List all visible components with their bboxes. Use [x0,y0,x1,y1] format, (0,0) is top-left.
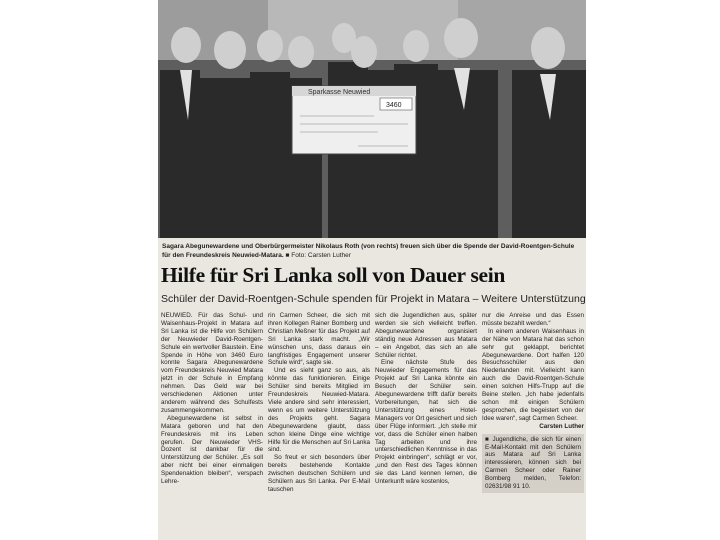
article-body [161,312,584,540]
newspaper-clipping [158,0,586,540]
check-bank-label: Sparkasse Neuwied [308,89,371,96]
caption-text: Sagara Abegunewardene und Oberbürgermeister Nikolaus Roth (von rechts) freuen sich über die Spende der David-Roentgen-Schule für den Freundeskreis Neuwied-Matara. [162,243,575,259]
photo-credit: ■ Foto: Carsten Luther [285,251,351,259]
paragraph: Abegunewardene ist selbst in Matara geboren und hat den Freundeskreis mit ins Leben gerufen. Der Neuwieder VHS-Dozent ist dankbar für die Unterstützung der Schüler. „Es soll aber nicht bei einer einmaligen Spendenaktion bleiben“, verspach Lehre- [161,414,263,486]
photo-caption [162,243,582,260]
article-column-1 [161,312,263,540]
paragraph: So freut er sich besonders über bereits bestehende Kontakte zwischen deutschen Schülern und Schülern aus Sri Lanka. Per E-Mail tauschen [268,454,370,493]
paragraph: nur die Anreise und das Essen müsste bezahlt werden.“ [482,312,584,327]
info-box [482,434,584,493]
group-photo [158,0,586,238]
article-column-3 [375,312,477,540]
author-signature: Carsten Luther [539,422,584,430]
paragraph: sich die Jugendlichen aus, später werden sie sich vielleicht treffen. Abegunewardene organisiert ständig neue Adressen aus Matara – ein Angebot, das sich an alle Schüler richtet. [375,312,477,359]
article-headline: Hilfe für Sri Lanka soll von Dauer sein [161,263,506,287]
paragraph: Und es sieht ganz so aus, als könnte das funktionieren. Einige Schüler sind bereits Mitglied im Freundeskreis Neuwied-Matara. Viele andere sind sehr interessiert, wenn es um weitere Unterstützung des Projekts geht. Sagara Abegunewardene glaubt, dass schon kleine Dinge eine wichtige Hilfe für die Menschen auf Sri Lanka sind. [268,367,370,454]
paragraph: Eine nächste Stufe des Neuwieder Engagements für das Projekt auf Sri Lanka könnte ein Besuch der Schüler sein. Abegunewardene trifft dafür bereits Vorbereitungen, hat sich die Unterstützung eines Hotel-Managers vor Ort gesichert und sich über Flüge informiert. „Ich stelle mir vor, dass die Schüler einen halben Tag arbeiten und ihre unterschiedlichen Kenntnisse in das Projekt einbringen“, schlägt er vor, „und den Rest des Tages können sie das Land kennen lernen, die Unterkunft wäre kostenlos, [375,359,477,486]
info-box-text: Jugendliche, die sich für einen E-Mail-Kontakt mit den Schülern aus Matara auf Sri Lanka interessieren, können sich bei Carmen Scheer oder Rainer Bomberg melden, Telefon: 02631/98 91 10. [485,435,581,491]
paragraph: NEUWIED. Für das Schul- und Waisenhaus-Projekt in Matara auf Sri Lanka ist die Hilfe von Schülern der Neuwieder David-Roentgen-Schule ein wertvoller Baustein. Eine Spende in Höhe von 3460 Euro konnte Sagara Abegunewardene vom Freundeskreis Neuwied Matara jetzt in der Schule in Empfang nehmen. Das Geld war bei verschiedenen Aktionen unter anderem während des Schulfests zusammengekommen. [161,312,263,414]
paragraph: rin Carmen Scheer, die sich mit ihren Kollegen Rainer Bomberg und Christian Meßner für das Projekt auf Sri Lanka stark macht. „Wir wünschen uns, dass daraus ein langfristiges Engagement unserer Schule wird“, sagte sie. [268,312,370,367]
check-amount: 3460 [386,102,402,109]
article-column-2 [268,312,370,540]
paragraph: In einem anderen Waisenhaus in der Nähe von Matara hat das schon sehr gut geklappt, berichtet Abegunewardene. Dort halfen 120 Besuchsschüler aus den Niederlanden mit. Vielleicht kann auch die David-Roentgen-Schule einen solchen Hilfs-Trupp auf die Beine stellen. „Ich habe jedenfalls schon mit einigen Schülern gesprochen, die begeistert von der Idee waren“, sagt Carmen Scheer. [482,327,584,422]
article-column-4 [482,312,584,540]
article-subhead: Schüler der David-Roentgen-Schule spenden für Projekt in Matara – Weitere Unterstützung [161,293,586,305]
square-bullet-icon: ■ [485,435,490,443]
